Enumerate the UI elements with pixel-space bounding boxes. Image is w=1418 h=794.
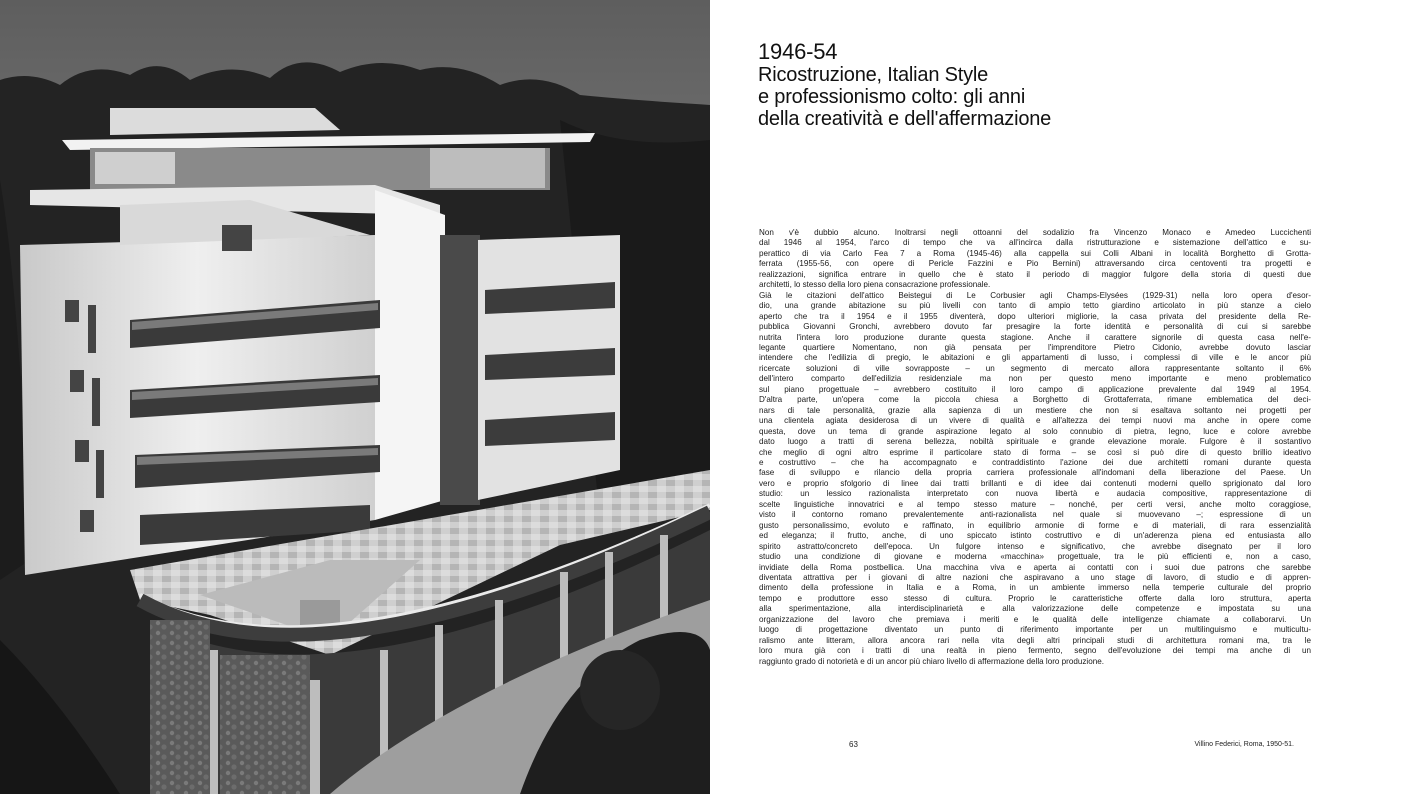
body-line: pubblica Giovanni Gronchi, avrebbero dovuto far presagire la forte identità e personalità di cui si sarebbe [759, 322, 1311, 332]
body-line: tempo e produttore esso stesso di cultura. Proprio le caratteristiche offerte dalla loro struttura, aperta [759, 593, 1311, 603]
body-line: loro mura già con i tratti di una realtà in pieno fermento, segno dell'evoluzione dei tempi ma anche di un [759, 646, 1311, 656]
body-line: Già le citazioni dell'attico Beistegui di Le Corbusier agli Champs-Elysées (1929-31) nella loro opera d'esor- [759, 290, 1311, 300]
headline-line: della creatività e dell'affermazione [758, 108, 1052, 130]
headline-line: Ricostruzione, Italian Style [758, 64, 989, 86]
body-line: fase di sviluppo e rilancio della propria carriera professionale all'indomani della liberazione del Paese. Un [759, 468, 1311, 478]
body-line: scelte linguistiche innovatrici e al tempo stesso mature – nonché, per certi versi, anche molto coraggiose, [759, 499, 1311, 509]
body-line: questa, dove un tema di grande aspirazione legato al solo connubio di pietra, legno, luce e colore avrebbe [759, 426, 1311, 436]
page-number: 63 [849, 740, 858, 749]
body-line: architetti, lo stesso della loro piena consacrazione professionale. [759, 280, 991, 290]
body-line: realizzazioni, significa entrare in quello che è stato il periodo di maggior fulgore della storia di questi due [759, 269, 1311, 279]
body-line: gusto personalissimo, evoluto e raffinato, in equilibrio armonie di forme e di materiali, di rara essenzialità [759, 520, 1311, 530]
body-line: e costruttivo – che ha accompagnato e contraddistinto l'azione dei due architetti romani durante questa [759, 457, 1311, 467]
body-line: vero e proprio sfolgorio di linee dai tratti brillanti e di idee dai contenuti moderni quello sprigionato dal loro [759, 478, 1311, 488]
body-line: D'altra parte, un'opera come la piccola chiesa a Borghetto di Grottaferrata, rimane emblematica del deci- [759, 395, 1311, 405]
body-text [759, 228, 1311, 667]
chapter-title-block [758, 40, 1178, 130]
body-line: invidiate della Roma postbellica. Una macchina viva e aperta ai contatti con i suoi due patrons che sarebbe [759, 562, 1311, 572]
chapter-headline [758, 64, 1178, 130]
body-line: ralismo ante litteram, allora ancora rari nella vita degli altri principali studi di architettura romani ma, tra le [759, 635, 1311, 645]
body-line: Non v'è dubbio alcuno. Inoltrarsi negli ottoanni del sodalizio fra Vincenzo Monaco e Amedeo Luccichenti [759, 228, 1311, 237]
body-line: legante quartiere Nomentano, non già pensata per l'imprenditore Pietro Cidonio, avrebbe dovuto lasciar [759, 342, 1311, 352]
body-line: organizzazione del lavoro che premiava i meriti e le qualità delle intelligenze chiamate a collaborarvi. Un [759, 614, 1311, 624]
photo-caption: Villino Federici, Roma, 1950-51. [1194, 741, 1294, 748]
body-line: perattico di via Carlo Fea 7 a Roma (1945-46) alla cappella sui Colli Albani in località Borghetto di Grotta- [759, 248, 1311, 258]
body-line: raggiunto grado di notorietà e di un ancor più chiaro livello di affermazione della loro produzione. [759, 656, 1104, 666]
body-line: studio: un lessico razionalista interpretato con nuova libertà e audacia compositive, rappresentazione di [759, 489, 1311, 499]
body-line: visto il contorno romano prevalentemente anti-razionalista nel quale si muovevano –; espressione di un [759, 510, 1311, 520]
body-line: intendere che l'edilizia di pregio, le abitazioni e gli appartamenti di lusso, i complessi di ville e le ancor più [759, 353, 1311, 363]
body-line: studio una condizione di giovane e moderna «macchina» progettuale, tra le più efficienti e, non a caso, [759, 552, 1311, 562]
body-line: ed eleganza; il frutto, anche, di uno spiccato istinto costruttivo e di un'aderenza piena ed entusiasta allo [759, 531, 1311, 541]
body-line: che meglio di ogni altro esprime il particolare stato di forma – se così si può dire di questo brillio ideativo [759, 447, 1311, 457]
body-line: ferrata (1955-56, con opere di Pericle Fazzini e Pio Bernini) attraversando circa centoventi tra progetti e [759, 259, 1311, 269]
body-line: una clientela agiata desiderosa di un vivere di qualità e all'altezza dei tempi nuovi ma anche in opere come [759, 416, 1311, 426]
body-line: dimento della professione in Italia e a Roma, in un ambiente immerso nella temperie culturale del proprio [759, 583, 1311, 593]
body-line: diventata attrattiva per i giovani di altre nazioni che aspiravano a uno stage di lavoro, di studio e di appren- [759, 572, 1311, 582]
body-line: dal 1946 al 1954, l'arco di tempo che va all'incirca dalla ristrutturazione e sistemazione dell'attico e su- [759, 238, 1311, 248]
body-line: spirito astratto/concreto dell'epoca. Un fulgore intenso e significativo, che avrebbe disegnato per il loro [759, 541, 1311, 551]
headline-line: e professionismo colto: gli anni [758, 86, 1026, 108]
body-line: luogo di progettazione diventato un punto di riferimento importante per un multilinguismo e multicultu- [759, 625, 1311, 635]
body-line: nutrita l'intera loro produzione durante questa stagione. Anche il carattere signorile di questa casa nell'e- [759, 332, 1311, 342]
text-page [710, 0, 1418, 794]
body-line: dell'intero comparto dell'edilizia residenziale ma non per questo meno importante e meno problematico [759, 374, 1311, 384]
body-line: ricercate soluzioni di ville sovrapposte – un segmento di mercato allora rappresentante soltanto il 6% [759, 363, 1311, 373]
body-line: alla sperimentazione, alla interdisciplinarietà e alla valorizzazione delle competenze e impostata su una [759, 604, 1311, 614]
body-line: sul piano progettuale – avrebbero costituito il loro campo di applicazione prevalente dal 1949 al 1954. [759, 384, 1311, 394]
body-line: aperto che tra il 1954 e il 1955 diventerà, dopo ulteriori migliorie, la casa privata del presidente della Re- [759, 311, 1311, 321]
body-line: nars di tale personalità, grazie alla sapienza di un mestiere che non si esaltava soltanto nei progetti per [759, 405, 1311, 415]
chapter-years: 1946-54 [758, 39, 838, 64]
body-line: dato luogo a tratti di serena bellezza, nobiltà spirituale e grande elevazione morale. Fulgore è il sostantivo [759, 437, 1311, 447]
body-line: dio, una grande abitazione su più livelli con tanto di ampio tetto giardino articolato in più stanze a cielo [759, 301, 1311, 311]
